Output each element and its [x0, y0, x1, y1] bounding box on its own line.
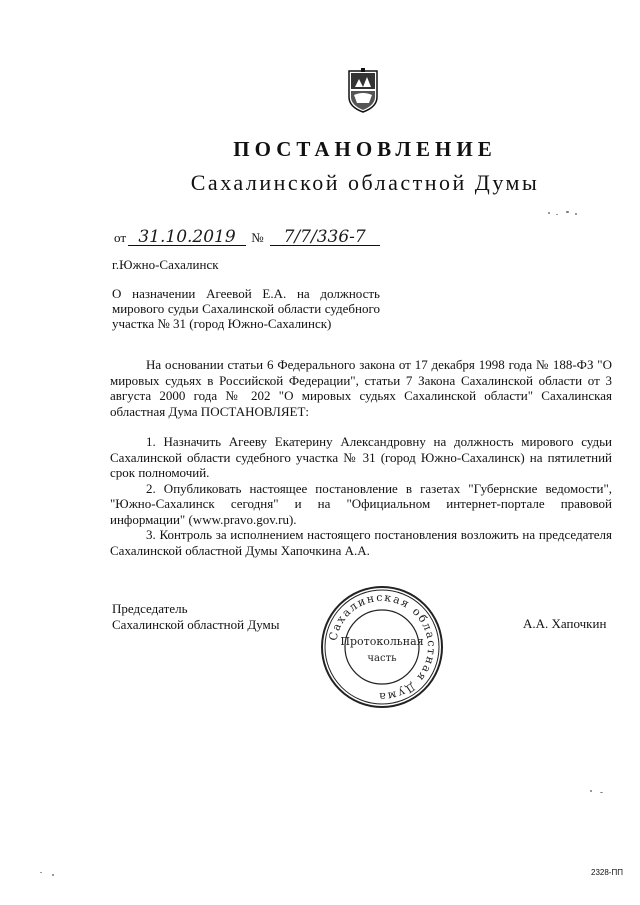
scan-speck: [40, 872, 42, 873]
decree-items: [110, 434, 612, 558]
scan-speck: [600, 792, 603, 793]
decree-item-2: 2. Опубликовать настоящее постановление в газетах "Губернские ведомости", "Южно-Сахалинск сегодня" и на "Официальном интернет-портале правовой информации" (www.pravo.gov.ru).: [110, 480, 612, 527]
sakhalin-coat-of-arms-icon: [347, 67, 379, 113]
document-subtitle: Сахалинской областной Думы: [190, 170, 540, 195]
signatory-position-line2: Сахалинской областной Думы: [112, 617, 280, 632]
document-code: 2328-ПП: [591, 868, 623, 877]
date-prefix: от: [114, 230, 127, 245]
city-label: г.Южно-Сахалинск: [112, 257, 219, 272]
stamp-ring-text: Сахалинская областная Дума: [326, 590, 439, 704]
decree-subject: О назначении Агеевой Е.А. на должность мирового судьи Сахалинской области судебного участка № 31 (город Южно-Сахалинск): [112, 286, 380, 331]
scan-speck: [590, 790, 592, 792]
decree-item-1: 1. Назначить Агееву Екатерину Александровну на должность мирового судьи Сахалинской области судебного участка № 31 (город Южно-Сахалинск) на пятилетний срок полномочий.: [110, 434, 612, 480]
decree-preamble: На основании статьи 6 Федерального закона от 17 декабря 1998 года № 188-ФЗ "О мировых судьях в Российской Федерации", статьи 7 Закона Сахалинской области от 3 августа 2000 года № 202 "О мировых судьях Сахалинской области" Сахалинская областная Дума ПОСТАНОВЛЯЕТ:: [110, 357, 612, 419]
decree-preamble-block: [110, 357, 612, 419]
decree-date-number-line: [112, 229, 380, 246]
signatory-position-line1: Председатель: [112, 601, 188, 616]
decree-date: 31.10.2019: [128, 229, 246, 246]
decree-number: 7/7/336-7: [270, 229, 380, 246]
signatory-name: А.А. Хапочкин: [523, 616, 607, 631]
scan-speck: [556, 214, 558, 215]
scan-speck: [566, 211, 569, 213]
scan-speck: [52, 874, 54, 876]
decree-item-3: 3. Контроль за исполнением настоящего постановления возложить на председателя Сахалинской областной Думы Хапочкина А.А.: [110, 527, 612, 558]
scan-speck: [548, 212, 550, 214]
number-prefix: №: [251, 230, 264, 245]
signatory-position: [112, 601, 280, 633]
stamp-center-line1: Протокольная: [340, 635, 424, 648]
stamp-center-line2: часть: [367, 653, 397, 664]
official-stamp: [320, 585, 444, 709]
document-title: ПОСТАНОВЛЕНИЕ: [233, 137, 497, 161]
scan-speck: [575, 213, 577, 215]
